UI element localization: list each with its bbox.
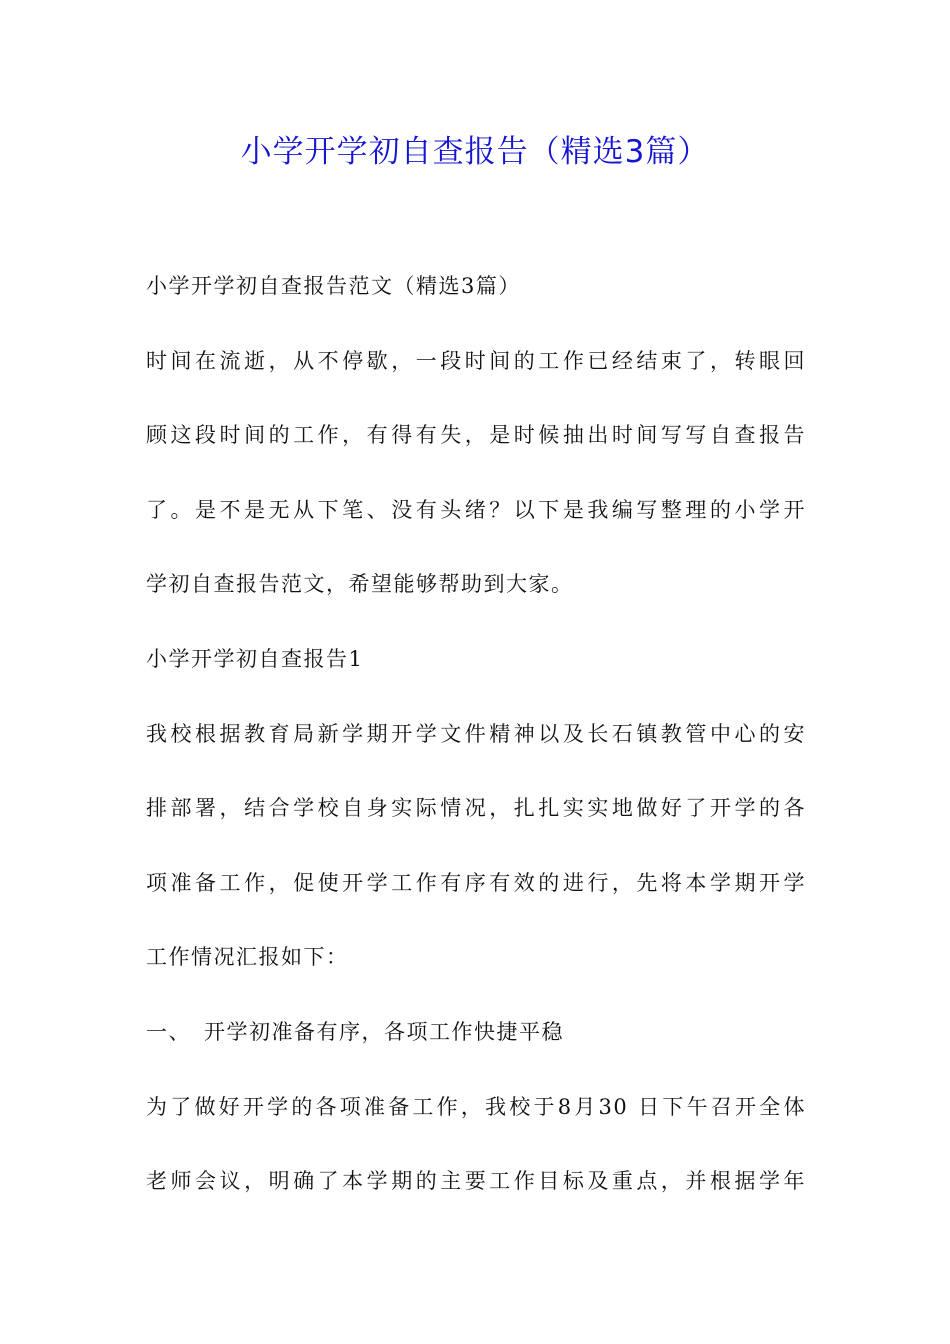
paragraph-line: 老师会议，明确了本学期的主要工作目标及重点，并根据学年 — [146, 1169, 806, 1194]
paragraph-line: 项准备工作，促使开学工作有序有效的进行，先将本学期开学 — [146, 870, 806, 895]
paragraph-line: 学初自查报告范文，希望能够帮助到大家。 — [146, 572, 574, 597]
document-title: 小学开学初自查报告（精选3篇） — [240, 134, 710, 170]
report-heading: 小学开学初自查报告1 — [146, 646, 364, 671]
section-heading — [146, 1008, 806, 1083]
section-number: 一、 — [146, 1019, 191, 1044]
paragraph-line: 工作情况汇报如下： — [146, 945, 349, 970]
section-heading-text: 开学初准备有序，各项工作快捷平稳 — [204, 1019, 564, 1044]
paragraph-line: 了。是不是无从下笔、没有头绪？以下是我编写整理的小学开 — [146, 497, 806, 522]
paragraph-line: 顾这段时间的工作，有得有失，是时候抽出时间写写自查报告 — [146, 423, 806, 448]
paragraph-line: 我校根据教育局新学期开学文件精神以及长石镇教管中心的安 — [146, 721, 806, 746]
paragraph-line: 为了做好开学的各项准备工作，我校于8月30 日下午召开全体 — [146, 1094, 806, 1119]
paragraph-line: 时间在流逝，从不停歇，一段时间的工作已经结束了，转眼回 — [146, 348, 806, 373]
subtitle-line: 小学开学初自查报告范文（精选3篇） — [146, 274, 521, 298]
paragraph-line: 排部署，结合学校自身实际情况，扎扎实实地做好了开学的各 — [146, 796, 806, 821]
document-body — [146, 262, 806, 1232]
